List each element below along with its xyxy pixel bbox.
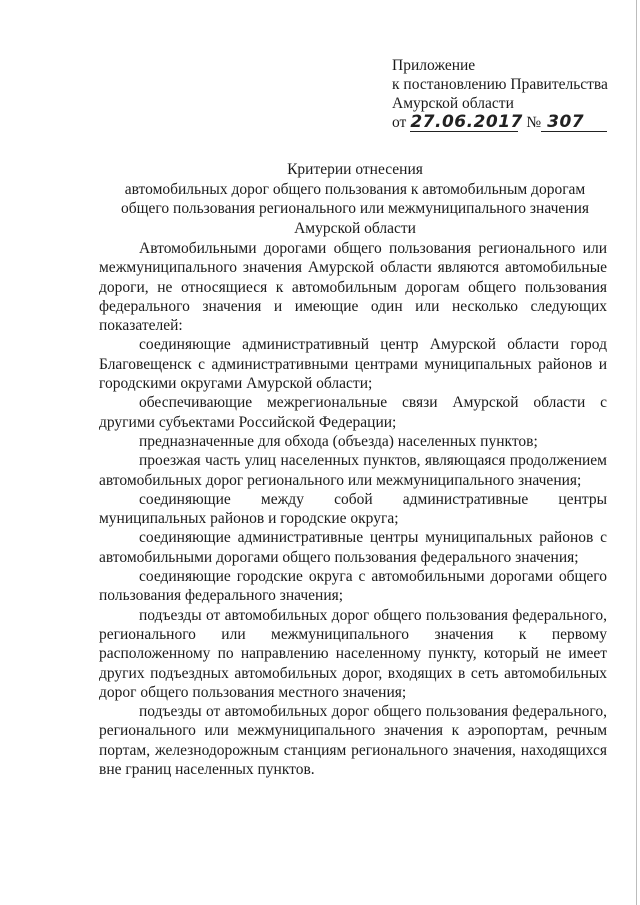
criterion-paragraph: соединяющие городские округа с автомобильными дорогами общего пользования федерального значения; [99,568,607,605]
criterion-paragraph: подъезды от автомобильных дорог общего пользования федерального, регионального или межмуниципального значения к аэропортам, речным портам, железнодорожным станциям регионального значения, находящихся вне границ населенных пунктов. [99,703,607,779]
title-line-1: Критерии отнесения [287,161,423,178]
criterion-paragraph: проезжая часть улиц населенных пунктов, являющаяся продолжением автомобильных дорог регионального или межмуниципального значения; [99,452,607,489]
appendix-region-line: Амурской области [392,95,514,112]
scan-edge-line [636,0,637,905]
title-line-2: автомобильных дорог общего пользования к автомобильным дорогам общего пользования регионального или межмуниципального значения Амурской области [120,180,589,237]
handwritten-date: 27.06.2017 [410,112,523,132]
criterion-paragraph: соединяющие административный центр Амурской области город Благовещенск с административными центрами муниципальных районов и городскими округами Амурской области; [99,336,607,393]
appendix-resolution-line: к постановлению Правительства [392,76,608,93]
criterion-paragraph: соединяющие административные центры муниципальных районов с автомобильными дорогами общего пользования федерального значения; [99,529,607,566]
criterion-paragraph: соединяющие между собой административные центры муниципальных районов и городские округа; [99,490,607,528]
intro-paragraph: Автомобильными дорогами общего пользования регионального или межмуниципального значения Амурской области являются автомобильные дороги, не относящиеся к автомобильным дорогам общего пользования федерального значения и имеющие один или несколько следующих показателей: [99,240,607,335]
criterion-paragraph: подъезды от автомобильных дорог общего пользования федерального, регионального или межмуниципального значения к первому расположенному по направлению населенному пункту, который не имеет других подъездных автомобильных дорог, входящих в сеть автомобильных дорог общего пользования местного значения; [99,606,607,701]
document-body [99,239,607,779]
appendix-block [392,56,608,132]
criterion-paragraph: предназначенные для обхода (объезда) населенных пунктов; [139,432,538,450]
from-label: от [392,114,407,131]
number-sign: № [526,114,542,131]
appendix-label: Приложение [392,57,476,74]
appendix-date-number-line [392,113,608,132]
document-title [100,160,610,238]
handwritten-number: 307 [541,114,607,132]
criterion-paragraph: обеспечивающие межрегиональные связи Амурской области с другими субъектами Российской Федерации; [99,394,607,431]
